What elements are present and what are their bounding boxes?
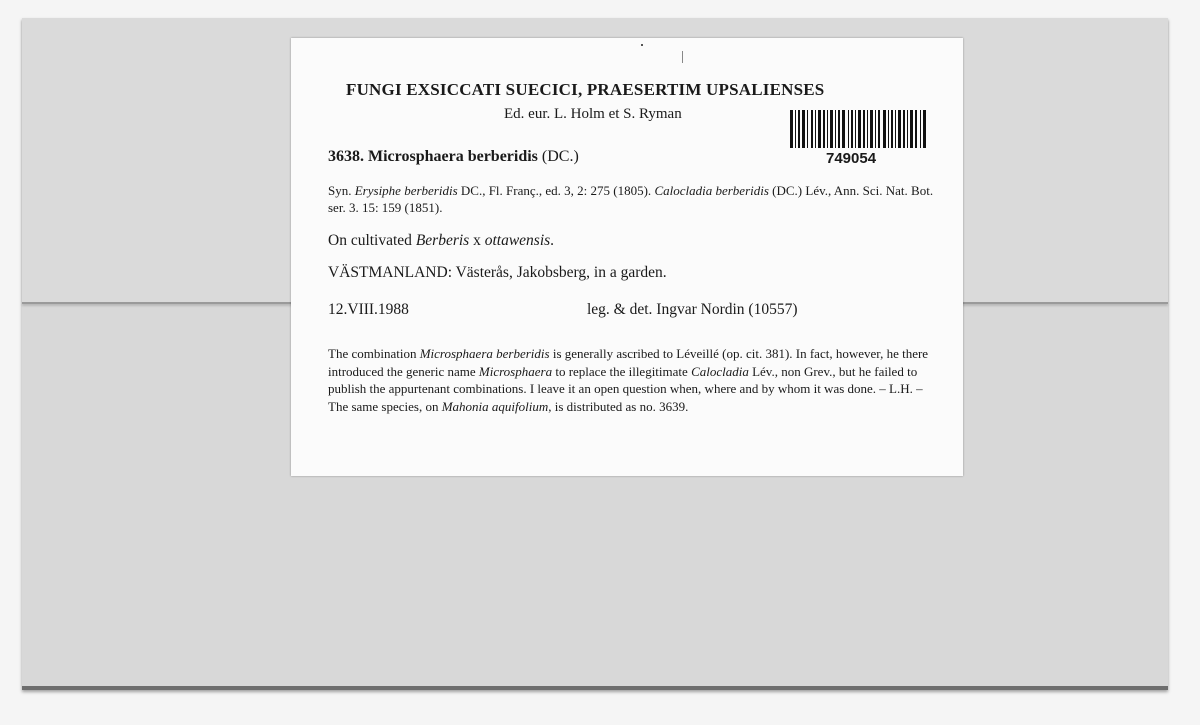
host-cross: x	[473, 232, 481, 249]
note-taxon: Microsphaera	[478, 363, 553, 379]
collector: leg. & det. Ingvar Nordin (10557)	[587, 301, 798, 318]
note-text: Lév., non Grev., but he failed to publish the appurtenant combinations. I leave it an open question when, where and by whom it was done. – L.H. – The same species, on	[328, 363, 923, 414]
taxonomic-note	[328, 345, 938, 415]
barcode-graphic	[790, 110, 926, 148]
host-prefix: On cultivated	[328, 232, 412, 249]
locality: VÄSTMANLAND: Västerås, Jakobsberg, in a garden.	[328, 264, 667, 281]
specimen-heading	[328, 148, 579, 166]
synonym-name: Calocladia berberidis	[654, 183, 769, 198]
species-name: Microsphaera berberidis	[368, 148, 538, 165]
barcode-number: 749054	[826, 150, 877, 167]
host-genus: Berberis	[415, 232, 470, 249]
note-taxon: Mahonia aquifolium	[441, 398, 549, 414]
host-suffix: .	[550, 232, 555, 249]
note-text: The combination	[328, 346, 417, 361]
specimen-label	[291, 38, 963, 476]
synonym-reference: (DC.) Lév., Ann. Sci. Nat. Bot. ser. 3. 15: 159 (1851).	[328, 183, 934, 215]
species-author: (DC.)	[541, 148, 579, 165]
host-epithet: ottawensis	[484, 232, 551, 249]
note-taxon: Calocladia	[691, 363, 749, 379]
syn-prefix: Syn.	[328, 183, 352, 198]
collection-date: 12.VIII.1988	[328, 301, 409, 318]
specimen-number: 3638.	[328, 148, 364, 165]
note-text: , is distributed as no. 3639.	[548, 398, 689, 414]
speck	[682, 51, 683, 63]
packet-bottom-edge	[22, 686, 1168, 690]
note-text: to replace the illegitimate	[555, 363, 688, 379]
speck	[641, 44, 643, 46]
synonym-name: Erysiphe berberidis	[354, 183, 458, 198]
host-line	[328, 232, 554, 250]
note-text: is generally ascribed to Léveillé (op. cit. 381). In fact, however, he there introduced the generic name	[328, 346, 929, 379]
editors-line: Ed. eur. L. Holm et S. Ryman	[504, 106, 682, 122]
synonym-reference: DC., Fl. Franç., ed. 3, 2: 275 (1805).	[460, 183, 652, 198]
synonymy	[328, 182, 938, 216]
note-taxon: Microsphaera berberidis	[419, 346, 550, 361]
series-title: FUNGI EXSICCATI SUECICI, PRAESERTIM UPSALIENSES	[346, 80, 825, 99]
